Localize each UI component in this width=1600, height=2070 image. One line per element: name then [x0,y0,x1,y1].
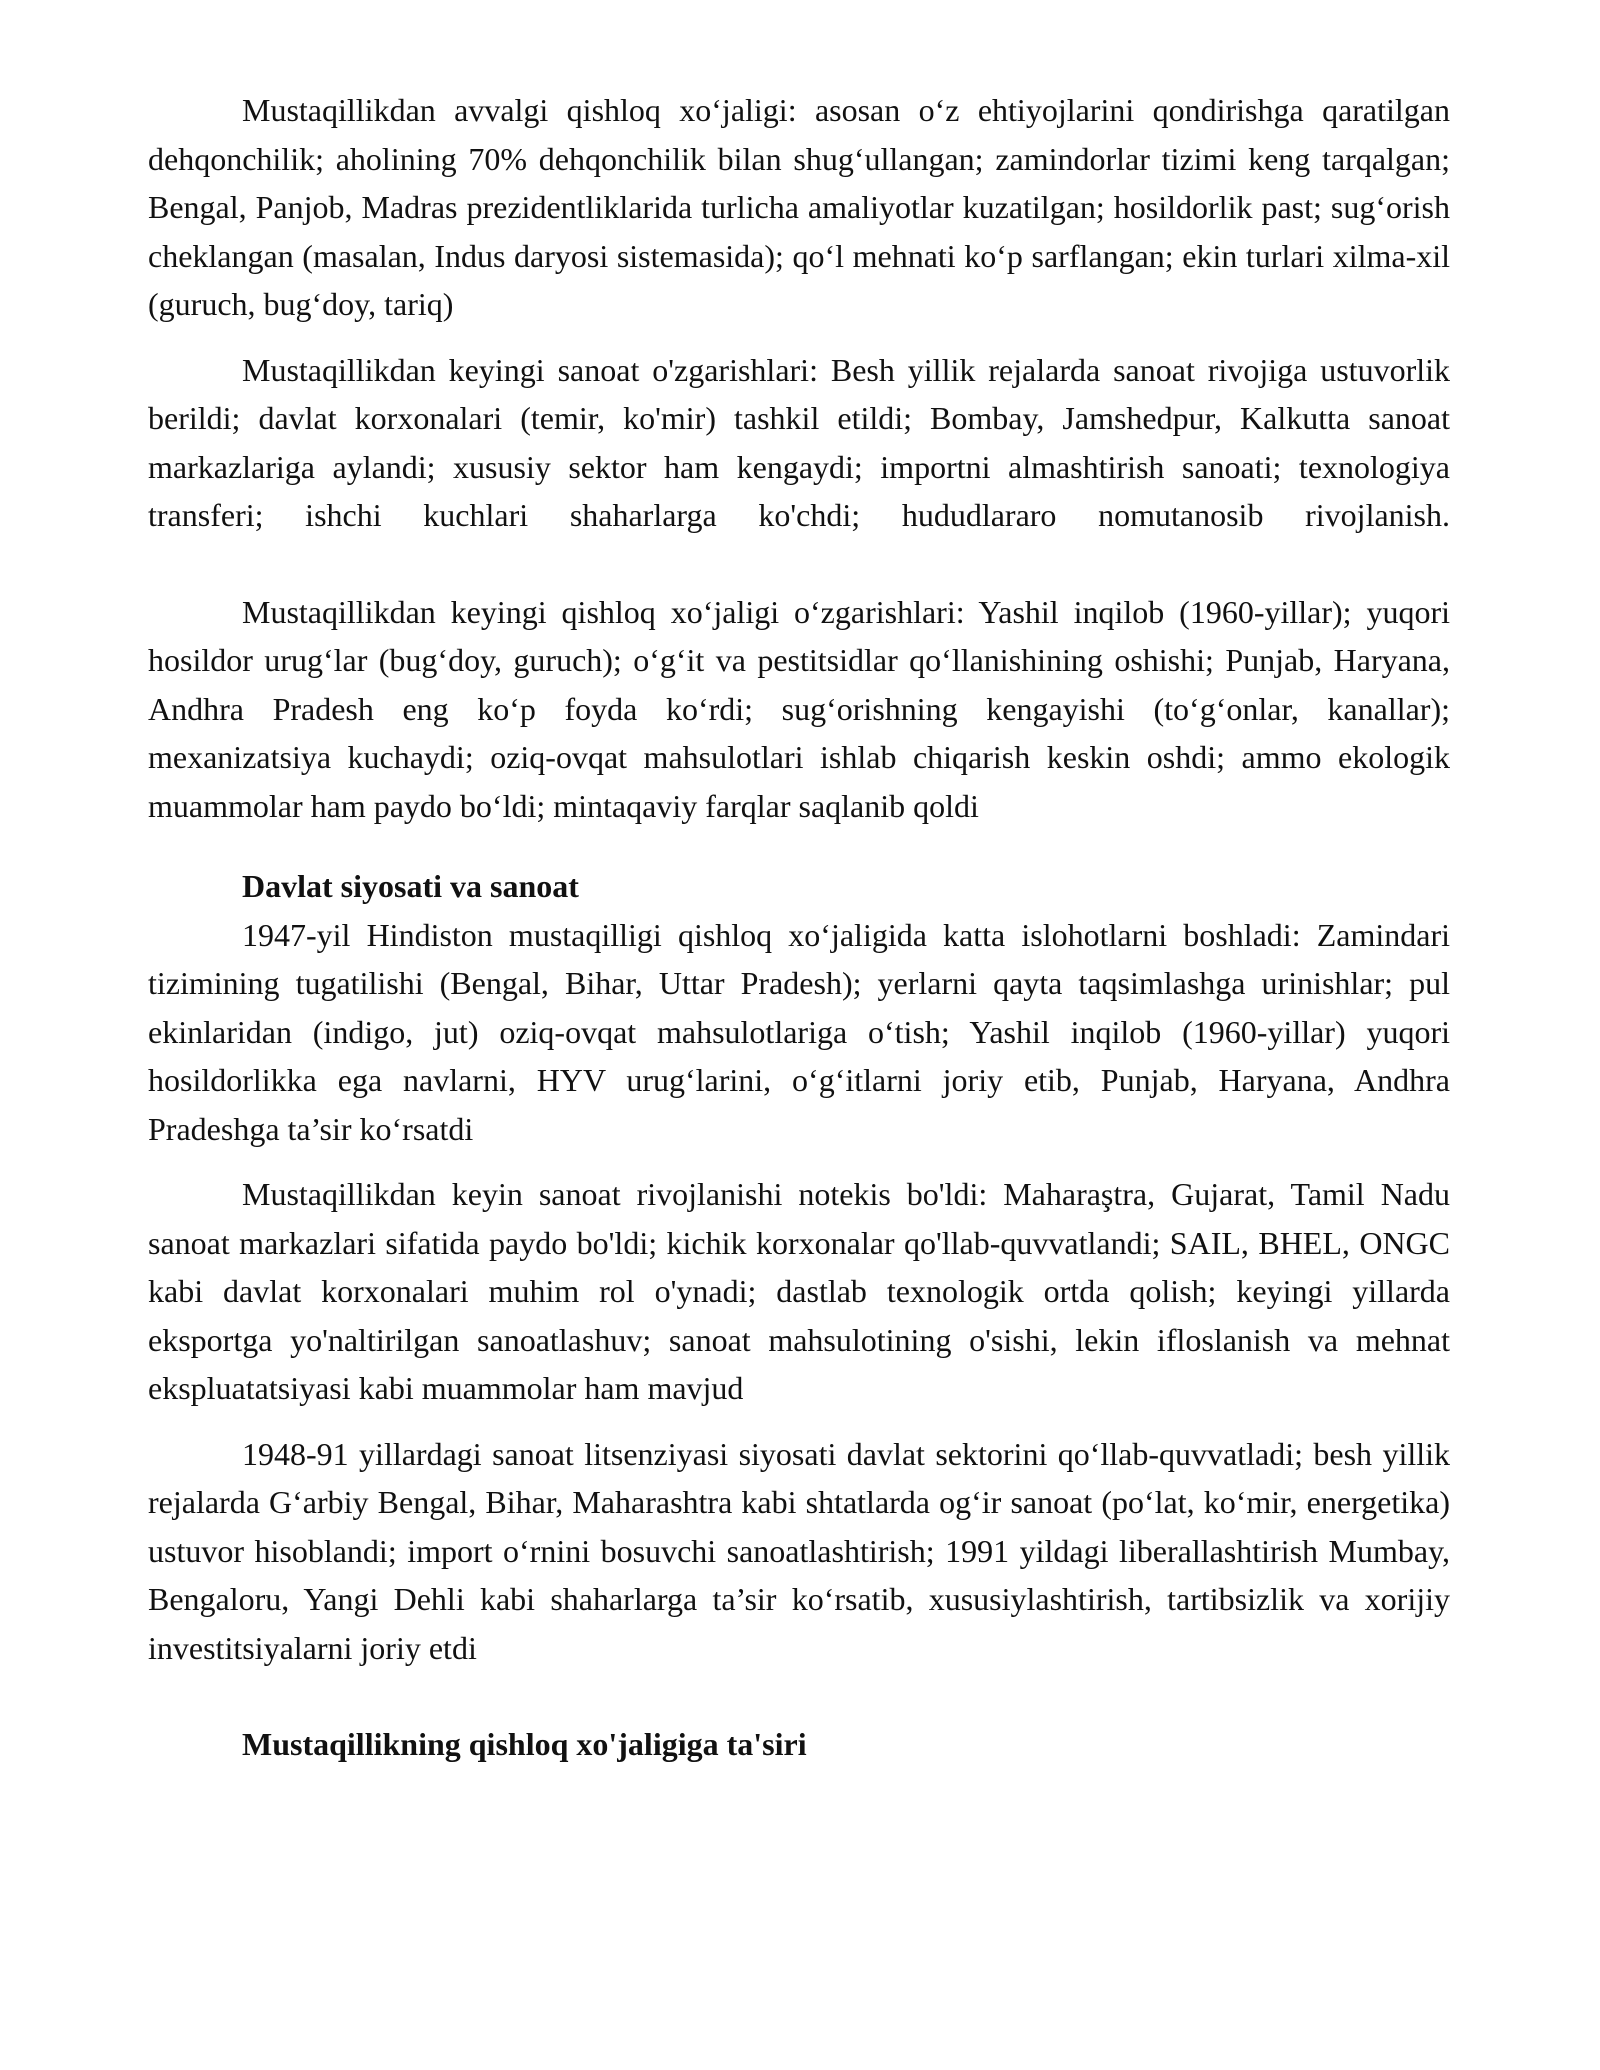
heading-independence-agriculture-impact: Mustaqillikning qishloq xo'jaligiga ta'siri [242,1726,807,1762]
paragraph-1947-reforms: 1947-yil Hindiston mustaqilligi qishloq xo‘jaligida katta islohotlarni boshladi: Zamindari tizimining tugatilishi (Bengal, Bihar, Uttar Pradesh); yerlarni qayta taqsimlashga urinishlar; pul ekinlaridan (indigo, jut) oziq-ovqat mahsulotlariga o‘tish; Yashil inqilob (1960-yillar) yuqori hosildorlikka ega navlarni, HYV urug‘larini, o‘g‘itlarni joriy etib, Punjab, Haryana, Andhra Pradeshga ta’sir ko‘rsatdi [148,916,1450,1147]
document-page [148,86,1450,1769]
paragraph-pre-independence-agriculture: Mustaqillikdan avvalgi qishloq xo‘jaligi: asosan o‘z ehtiyojlarini qondirishga qaratilgan dehqonchilik; aholining 70% dehqonchilik bilan shug‘ullangan; zamindorlar tizimi keng tarqalgan; Bengal, Panjob, Madras prezidentliklarida turlicha amaliyotlar kuzatilgan; hosildorlik past; sug‘orish cheklangan (masalan, Indus daryosi sistemasida); qo‘l mehnati ko‘p sarflangan; ekin turlari xilma-xil (guruch, bug‘doy, tariq) [148,92,1450,322]
paragraph-post-independence-industry: Mustaqillikdan keyingi sanoat o'zgarishlari: Besh yillik rejalarda sanoat rivojiga ustuvorlik berildi; davlat korxonalari (temir, ko'mir) tashkil etildi; Bombay, Jamshedpur, Kalkutta sanoat markazlariga aylandi; xususiy sektor ham kengaydi; importni almashtirish sanoati; texnologiya transferi; ishchi kuchlari shaharlarga ko'chdi; hududlararo nomutanosib rivojlanish. [148,351,1450,533]
paragraph-post-independence-agriculture: Mustaqillikdan keyingi qishloq xo‘jaligi o‘zgarishlari: Yashil inqilob (1960-yillar); yuqori hosildor urug‘lar (bug‘doy, guruch); o‘g‘it va pestitsidlar qo‘llanishining oshishi; Punjab, Haryana, Andhra Pradesh eng ko‘p foyda ko‘rdi; sug‘orishning kengayishi (to‘g‘onlar, kanallar); mexanizatsiya kuchaydi; oziq-ovqat mahsulotlari ishlab chiqarish keskin oshdi; ammo ekologik muammolar ham paydo bo‘ldi; mintaqaviy farqlar saqlanib qoldi [148,593,1450,824]
heading-state-policy-industry: Davlat siyosati va sanoat [242,868,579,904]
paragraph-licensing-policy: 1948-91 yillardagi sanoat litsenziyasi siyosati davlat sektorini qo‘llab-quvvatladi; besh yillik rejalarda G‘arbiy Bengal, Bihar, Maharashtra kabi shtatlarda og‘ir sanoat (po‘lat, ko‘mir, energetika) ustuvor hisoblandi; import o‘rnini bosuvchi sanoatlashtirish; 1991 yildagi liberallashtirish Mumbay, Bengaloru, Yangi Dehli kabi shaharlarga ta’sir ko‘rsatib, xususiylashtirish, tartibsizlik va xorijiy investitsiyalarni joriy etdi [148,1435,1450,1666]
paragraph-uneven-industrial-development: Mustaqillikdan keyin sanoat rivojlanishi notekis bo'ldi: Maharaştra, Gujarat, Tamil Nadu sanoat markazlari sifatida paydo bo'ldi; kichik korxonalar qo'llab-quvvatlandi; SAIL, BHEL, ONGC kabi davlat korxonalari muhim rol o'ynadi; dastlab texnologik ortda qolish; keyingi yillarda eksportga yo'naltirilgan sanoatlashuv; sanoat mahsulotining o'sishi, lekin ifloslanish va mehnat ekspluatatsiyasi kabi muammolar ham mavjud [148,1176,1450,1406]
